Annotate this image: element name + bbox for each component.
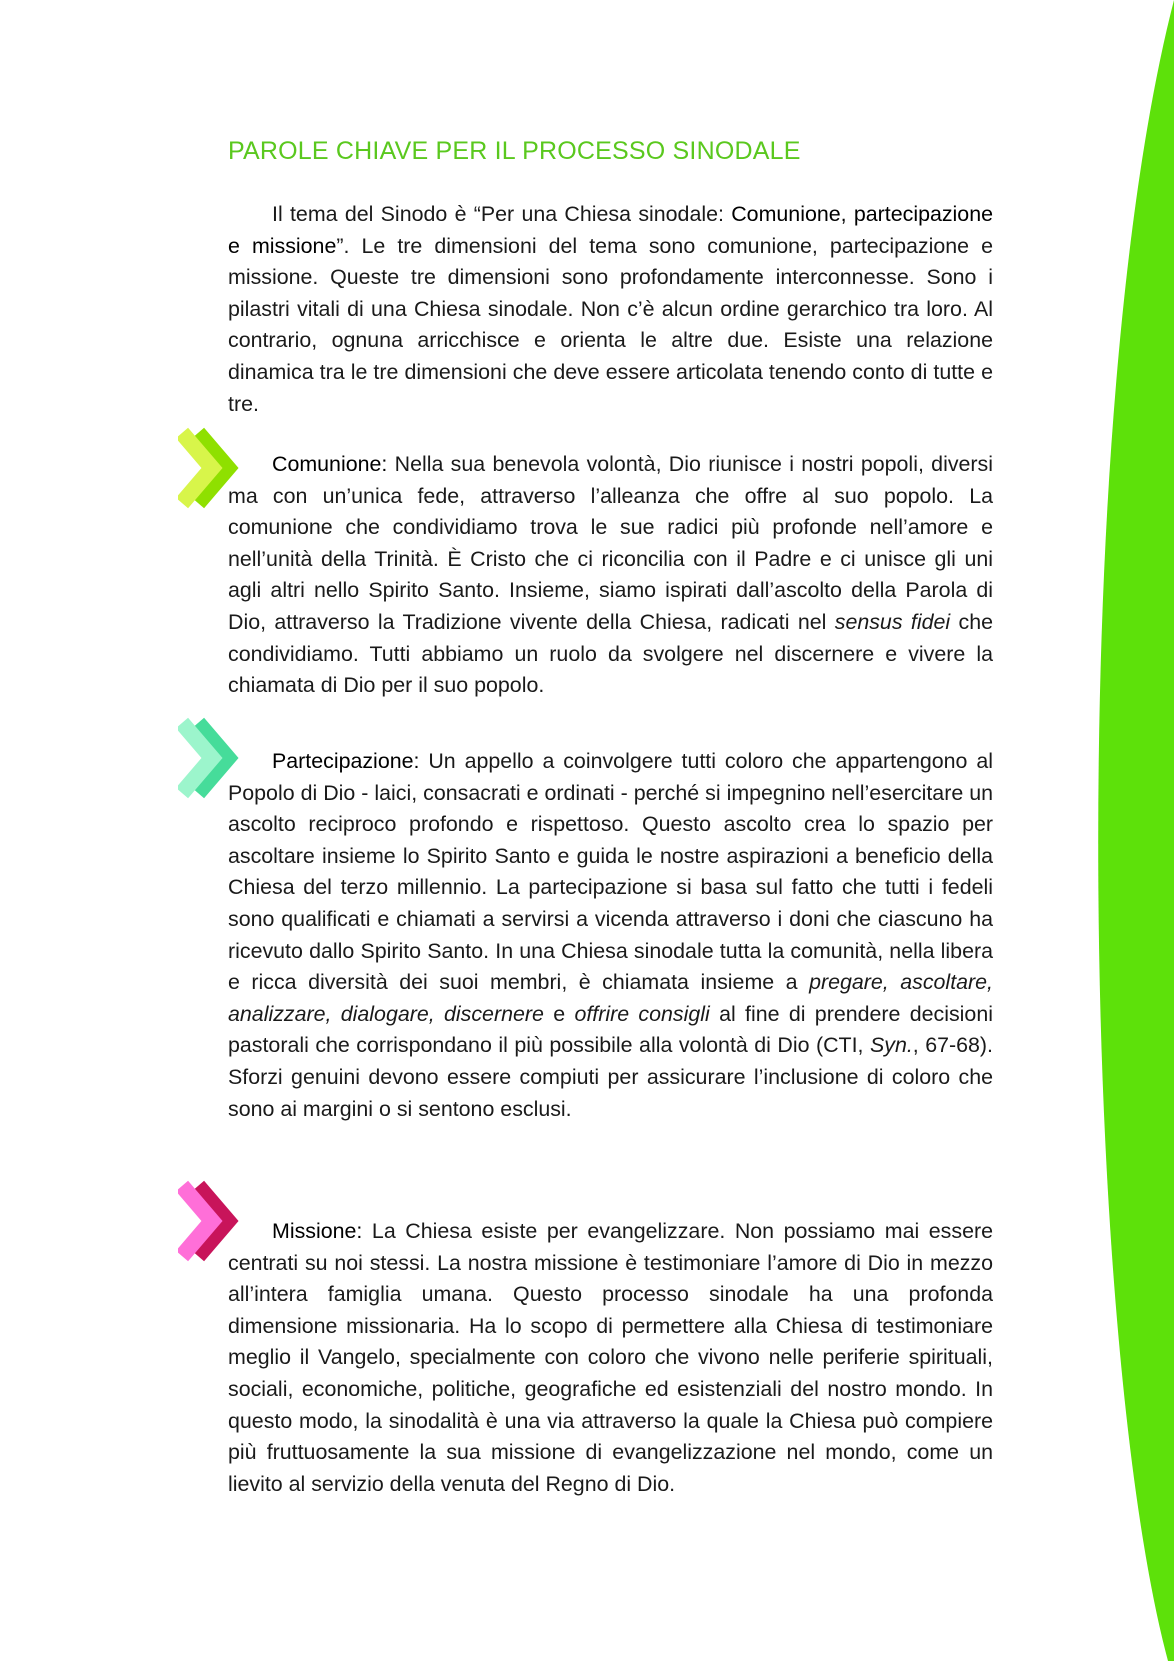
intro-text-1: Il tema del Sinodo è “Per una Chiesa sinodale: <box>272 202 732 226</box>
partecipazione-text-4: , 67-68). Sforzi genuini devono essere compiuti per assicurare l’inclusione di coloro che sono ai margini o si sentono esclusi. <box>228 1033 993 1121</box>
comunione-text-1: Nella sua benevola volontà, Dio riunisce i nostri popoli, diversi ma con un’unica fede, attraverso l’alleanza che offre al suo popolo. La comunione che condividiamo trova le sue radici più profonde nell’amore e nell’unità della Trinità. È Cristo che ci riconcilia con il Padre e ci unisce gli uni agli altri nello Spirito Santo. Insieme, siamo ispirati dall’ascolto della Parola di Dio, attraverso la Tradizione vivente della Chiesa, radicati nel <box>228 452 993 634</box>
partecipazione-italic-3: Syn. <box>869 1033 913 1058</box>
partecipazione-text-1: Un appello a coinvolgere tutti coloro che appartengono al Popolo di Dio - laici, consacrati e ordinati - perché si impegnino nell’esercitare un ascolto reciproco profondo e rispettoso. Questo ascolto crea lo spazio per ascoltare insieme lo Spirito Santo e guida le nostre aspirazioni a beneficio della Chiesa del terzo millennio. La partecipazione si basa sul fatto che tutti i fedeli sono qualificati e chiamati a servirsi a vicenda attraverso i doni che ciascuno ha ricevuto dallo Spirito Santo. In una Chiesa sinodale tutta la comunità, nella libera e ricca diversità dei suoi membri, è chiamata insieme a <box>228 749 993 995</box>
partecipazione-italic-1: pregare, ascoltare, analizzare, dialogare, discernere <box>228 970 993 1026</box>
intro-paragraph <box>228 199 993 420</box>
comunione-term: Comunione: <box>272 452 388 476</box>
comunione-italic: sensus fidei <box>834 609 951 634</box>
intro-text-2: ”. Le tre dimensioni del tema sono comunione, partecipazione e missione. Queste tre dimensioni sono profondamente interconnesse. Sono i pilastri vitali di una Chiesa sinodale. Non c’è alcun ordine gerarchico tra loro. Al contrario, ognuna arricchisce e orienta le altre due. Esiste una relazione dinamica tra le tre dimensioni che deve essere articolata tenendo conto di tutte e tre. <box>228 233 993 416</box>
partecipazione-text-3: al fine di prendere decisioni pastorali che corrispondano il più possibile alla volontà di Dio (CTI, <box>228 1001 993 1058</box>
comunione-text-2: che condividiamo. Tutti abbiamo un ruolo da svolgere nel discernere e vivere la chiamata di Dio per il suo popolo. <box>228 609 993 698</box>
missione-text-1: La Chiesa esiste per evangelizzare. Non possiamo mai essere centrati su noi stessi. La nostra missione è testimoniare l’amore di Dio in mezzo all’intera famiglia umana. Questo processo sinodale ha una profonda dimensione missionaria. Ha lo scopo di permettere alla Chiesa di testimoniare meglio il Vangelo, specialmente con coloro che vivono nelle periferie spirituali, sociali, economiche, politiche, geografiche ed esistenziali del nostro mondo. In questo modo, la sinodalità è una via attraverso la quale la Chiesa può compiere più fruttuosamente la sua missione di evangelizzazione nel mondo, come un lievito al servizio della venuta del Regno di Dio. <box>228 1219 993 1496</box>
partecipazione-paragraph <box>228 746 993 1125</box>
missione-paragraph <box>228 1216 993 1500</box>
comunione-paragraph <box>228 449 993 702</box>
partecipazione-italic-2: offrire consigli <box>574 1001 710 1026</box>
decorative-green-band <box>1074 0 1174 1661</box>
page-title: PAROLE CHIAVE PER IL PROCESSO SINODALE <box>228 137 801 165</box>
missione-term: Missione: <box>272 1219 363 1243</box>
intro-theme-bold: Comunione, partecipazione e missione <box>228 202 993 258</box>
partecipazione-text-2: e <box>543 1001 575 1026</box>
partecipazione-term: Partecipazione: <box>272 749 420 773</box>
